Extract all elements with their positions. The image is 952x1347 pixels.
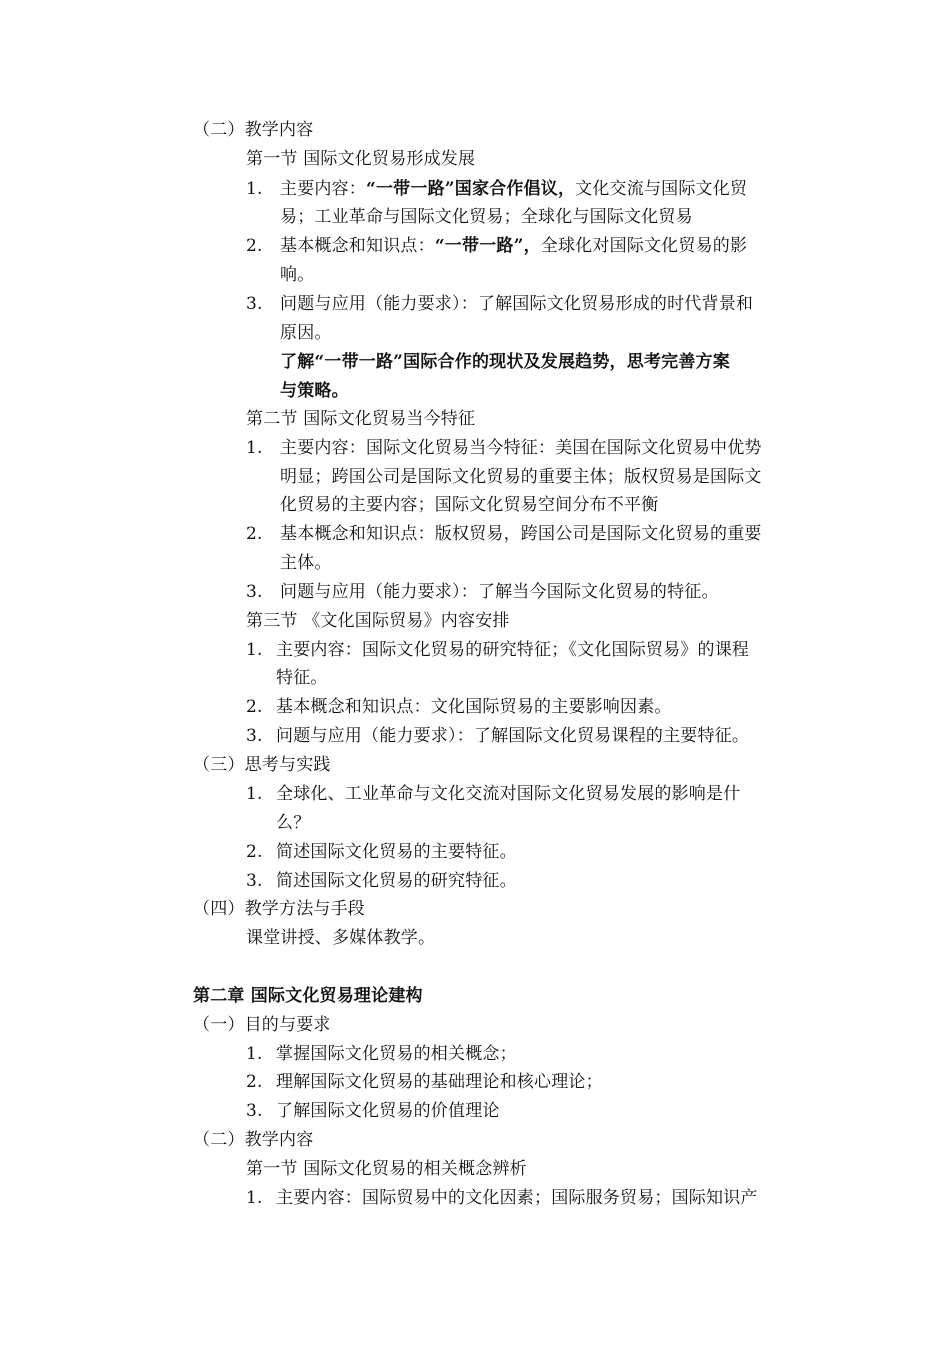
list-item-text: 掌握国际文化贸易的相关概念；	[276, 1044, 517, 1064]
list-item-continuation: 化贸易的主要内容；国际文化贸易空间分布不平衡	[280, 495, 659, 515]
section-heading: （二）教学内容	[193, 1130, 314, 1150]
list-item-number: 3.	[246, 871, 263, 891]
list-item-text: 基本概念和知识点：版权贸易，跨国公司是国际文化贸易的重要	[280, 524, 762, 544]
list-item-continuation: 明显；跨国公司是国际文化贸易的重要主体；版权贸易是国际文	[280, 467, 762, 487]
list-item-number: 2.	[246, 1072, 263, 1092]
item-bold-text: “一带一路”，	[434, 236, 541, 256]
subsection-title: 第一节 国际文化贸易形成发展	[246, 149, 476, 169]
bold-paragraph-continuation: 与策略。	[280, 381, 349, 401]
list-item-text	[280, 235, 747, 257]
list-item-number: 1.	[246, 1188, 263, 1208]
list-item-text: 全球化、工业革命与文化交流对国际文化贸易发展的影响是什	[276, 784, 741, 804]
list-item-text: 简述国际文化贸易的研究特征。	[276, 871, 517, 891]
subsection-title: 第三节 《文化国际贸易》内容安排	[246, 611, 510, 631]
list-item-number: 1.	[246, 1044, 263, 1064]
list-item-text	[280, 178, 747, 200]
paragraph-text: 课堂讲授、多媒体教学。	[246, 928, 436, 948]
list-item-number: 3.	[246, 1101, 263, 1121]
list-item-number: 1.	[246, 438, 263, 458]
list-item-text: 理解国际文化贸易的基础理论和核心理论；	[276, 1072, 603, 1092]
list-item-text: 问题与应用（能力要求）：了解国际文化贸易形成的时代背景和	[280, 294, 754, 314]
list-item-number: 2.	[246, 842, 263, 862]
item-bold-text: “一带一路”国家合作倡议，	[366, 179, 576, 199]
list-item-text: 问题与应用（能力要求）：了解当今国际文化贸易的特征。	[280, 582, 719, 602]
section-heading: （三）思考与实践	[193, 755, 331, 775]
list-item-continuation: 易；工业革命与国际文化贸易；全球化与国际文化贸易	[280, 207, 693, 227]
chapter-title: 第二章 国际文化贸易理论建构	[193, 986, 423, 1006]
list-item-number: 2.	[246, 524, 263, 544]
list-item-text: 主要内容：国际贸易中的文化因素；国际服务贸易；国际知识产	[276, 1188, 758, 1208]
section-heading: （四）教学方法与手段	[193, 899, 365, 919]
list-item-number: 3.	[246, 294, 263, 314]
list-item-number: 2.	[246, 697, 263, 717]
subsection-title: 第一节 国际文化贸易的相关概念辨析	[246, 1159, 527, 1179]
list-item-text: 了解国际文化贸易的价值理论	[276, 1101, 500, 1121]
section-heading: （二）教学内容	[193, 120, 314, 140]
list-item-continuation: 原因。	[280, 323, 332, 343]
list-item-continuation: 特征。	[276, 668, 328, 688]
list-item-number: 2.	[246, 236, 263, 256]
subsection-title: 第二节 国际文化贸易当今特征	[246, 409, 476, 429]
list-item-continuation: 么？	[276, 813, 311, 833]
list-item-text: 基本概念和知识点：文化国际贸易的主要影响因素。	[276, 697, 672, 717]
item-label: 主要内容：	[280, 179, 366, 199]
bold-paragraph: 了解“一带一路”国际合作的现状及发展趋势，思考完善方案	[280, 352, 730, 372]
section-heading: （一）目的与要求	[193, 1015, 331, 1035]
list-item-text: 主要内容：国际文化贸易的研究特征；《文化国际贸易》的课程	[276, 640, 750, 660]
list-item-continuation: 响。	[280, 265, 315, 285]
list-item-continuation: 主体。	[280, 553, 332, 573]
list-item-number: 1.	[246, 179, 263, 199]
list-item-text: 简述国际文化贸易的主要特征。	[276, 842, 517, 862]
item-rest-text: 文化交流与国际文化贸	[575, 179, 748, 199]
list-item-number: 3.	[246, 726, 263, 746]
list-item-text: 主要内容：国际文化贸易当今特征：美国在国际文化贸易中优势	[280, 438, 762, 458]
item-label: 基本概念和知识点：	[280, 236, 435, 256]
list-item-text: 问题与应用（能力要求）：了解国际文化贸易课程的主要特征。	[276, 726, 750, 746]
list-item-number: 1.	[246, 640, 263, 660]
item-rest-text: 全球化对国际文化贸易的影	[540, 236, 748, 256]
list-item-number: 1.	[246, 784, 263, 804]
list-item-number: 3.	[246, 582, 263, 602]
